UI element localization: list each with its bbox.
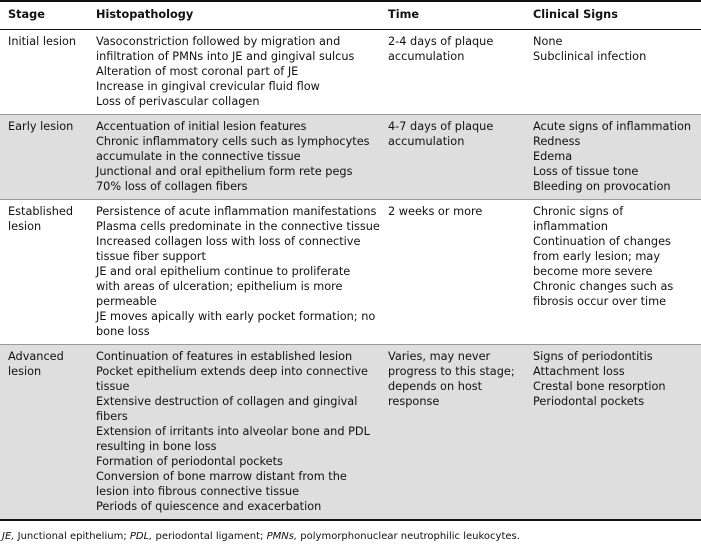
cell-text-line: Pocket epithelium extends deep into connective <box>96 365 368 378</box>
cell-text-line: Initial lesion <box>8 35 77 48</box>
cell-text-line: response <box>388 395 440 408</box>
time-cell <box>380 30 525 115</box>
abbreviations-footnote <box>0 530 701 544</box>
cell-text-line: Vasoconstriction followed by migration and <box>96 35 341 48</box>
cell-text-line: fibers <box>96 410 128 423</box>
cell-text-line: Increase in gingival crevicular fluid flow <box>96 80 320 93</box>
cell-text-line: Early lesion <box>8 120 74 133</box>
clinical-signs-cell <box>525 115 701 200</box>
header-time: Time <box>388 8 420 21</box>
clinical-signs-cell <box>525 30 701 115</box>
cell-text-line: Increased collagen loss with loss of connective <box>96 235 361 248</box>
cell-text-line: Subclinical infection <box>533 50 647 63</box>
cell-text-line: resulting in bone loss <box>96 440 217 453</box>
cell-text-line: accumulate in the connective tissue <box>96 150 301 163</box>
cell-text-line: lesion <box>8 220 42 233</box>
cell-text-line: Loss of perivascular collagen <box>96 95 260 108</box>
table-row <box>0 115 701 200</box>
cell-text-line: None <box>533 35 563 48</box>
cell-text-line: Chronic signs of <box>533 205 624 218</box>
cell-text-line: Continuation of changes <box>533 235 671 248</box>
stage-cell <box>0 200 88 345</box>
cell-text-line: Periods of quiescence and exacerbation <box>96 500 322 513</box>
table-row <box>0 345 701 521</box>
footnote-abbr-je: JE, <box>2 531 15 542</box>
cell-text-line: Extension of irritants into alveolar bone and PDL <box>96 425 370 438</box>
table-row <box>0 200 701 345</box>
cell-text-line: Persistence of acute inflammation manifestations <box>96 205 377 218</box>
cell-text-line: Plasma cells predominate in the connective tissue <box>96 220 380 233</box>
cell-text-line: 70% loss of collagen fibers <box>96 180 248 193</box>
cell-text-line: 2 weeks or more <box>388 205 483 218</box>
header-stage: Stage <box>8 8 45 21</box>
cell-text-line: lesion into fibrous connective tissue <box>96 485 300 498</box>
table-body <box>0 30 701 521</box>
cell-text-line: bone loss <box>96 325 150 338</box>
header-histopathology: Histopathology <box>96 8 194 21</box>
stage-cell <box>0 345 88 521</box>
cell-text-line: Alteration of most coronal part of JE <box>96 65 299 78</box>
cell-text-line: Varies, may never <box>388 350 491 363</box>
cell-text-line: Bleeding on provocation <box>533 180 671 193</box>
cell-text-line: JE and oral epithelium continue to proliferate <box>96 265 351 278</box>
cell-text-line: depends on host <box>388 380 483 393</box>
cell-text-line: from early lesion; may <box>533 250 661 263</box>
cell-text-line: accumulation <box>388 50 465 63</box>
time-cell <box>380 345 525 521</box>
footnote-abbr-pdl: PDL, <box>129 531 153 542</box>
cell-text-line: 4-7 days of plaque <box>388 120 494 133</box>
cell-text-line: Chronic inflammatory cells such as lymphocytes <box>96 135 370 148</box>
cell-text-line: Extensive destruction of collagen and gingival <box>96 395 358 408</box>
histopathology-cell <box>88 200 380 345</box>
stage-cell <box>0 115 88 200</box>
cell-text-line: fibrosis occur over time <box>533 295 667 308</box>
cell-text-line: lesion <box>8 365 42 378</box>
cell-text-line: Loss of tissue tone <box>533 165 639 178</box>
cell-text-line: permeable <box>96 295 157 308</box>
header-row <box>0 1 701 30</box>
cell-text-line: Attachment loss <box>533 365 625 378</box>
header-clinical-signs: Clinical Signs <box>533 8 618 21</box>
cell-text-line: Signs of periodontitis <box>533 350 653 363</box>
cell-text-line: Continuation of features in established lesion <box>96 350 353 363</box>
cell-text-line: Edema <box>533 150 573 163</box>
cell-text-line: inflammation <box>533 220 608 233</box>
clinical-signs-cell <box>525 345 701 521</box>
histopathology-cell <box>88 345 380 521</box>
cell-text-line: Acute signs of inflammation <box>533 120 692 133</box>
footnote-def-pdl: periodontal ligament; <box>152 531 267 542</box>
stage-cell <box>0 30 88 115</box>
cell-text-line: Accentuation of initial lesion features <box>96 120 307 133</box>
cell-text-line: Chronic changes such as <box>533 280 674 293</box>
cell-text-line: tissue <box>96 380 130 393</box>
cell-text-line: Redness <box>533 135 581 148</box>
cell-text-line: progress to this stage; <box>388 365 515 378</box>
cell-text-line: tissue fiber support <box>96 250 206 263</box>
histopathology-cell <box>88 115 380 200</box>
footnote-def-je: Junctional epithelium; <box>14 531 130 542</box>
cell-text-line: infiltration of PMNs into JE and gingival sulcus <box>96 50 355 63</box>
cell-text-line: 2-4 days of plaque <box>388 35 494 48</box>
table-row <box>0 30 701 115</box>
cell-text-line: Crestal bone resorption <box>533 380 666 393</box>
cell-text-line: with areas of ulceration; epithelium is more <box>96 280 343 293</box>
footnote-abbr-pmns: PMNs, <box>266 531 298 542</box>
cell-text-line: Junctional and oral epithelium form rete pegs <box>96 165 353 178</box>
footnote-def-pmns: polymorphonuclear neutrophilic leukocytes. <box>297 531 520 542</box>
clinical-signs-cell <box>525 200 701 345</box>
time-cell <box>380 115 525 200</box>
cell-text-line: accumulation <box>388 135 465 148</box>
cell-text-line: become more severe <box>533 265 653 278</box>
cell-text-line: Conversion of bone marrow distant from the <box>96 470 347 483</box>
time-cell <box>380 200 525 345</box>
cell-text-line: Established <box>8 205 73 218</box>
cell-text-line: Advanced <box>8 350 64 363</box>
histopathology-cell <box>88 30 380 115</box>
cell-text-line: JE moves apically with early pocket formation; no <box>96 310 376 323</box>
cell-text-line: Formation of periodontal pockets <box>96 455 283 468</box>
cell-text-line: Periodontal pockets <box>533 395 645 408</box>
